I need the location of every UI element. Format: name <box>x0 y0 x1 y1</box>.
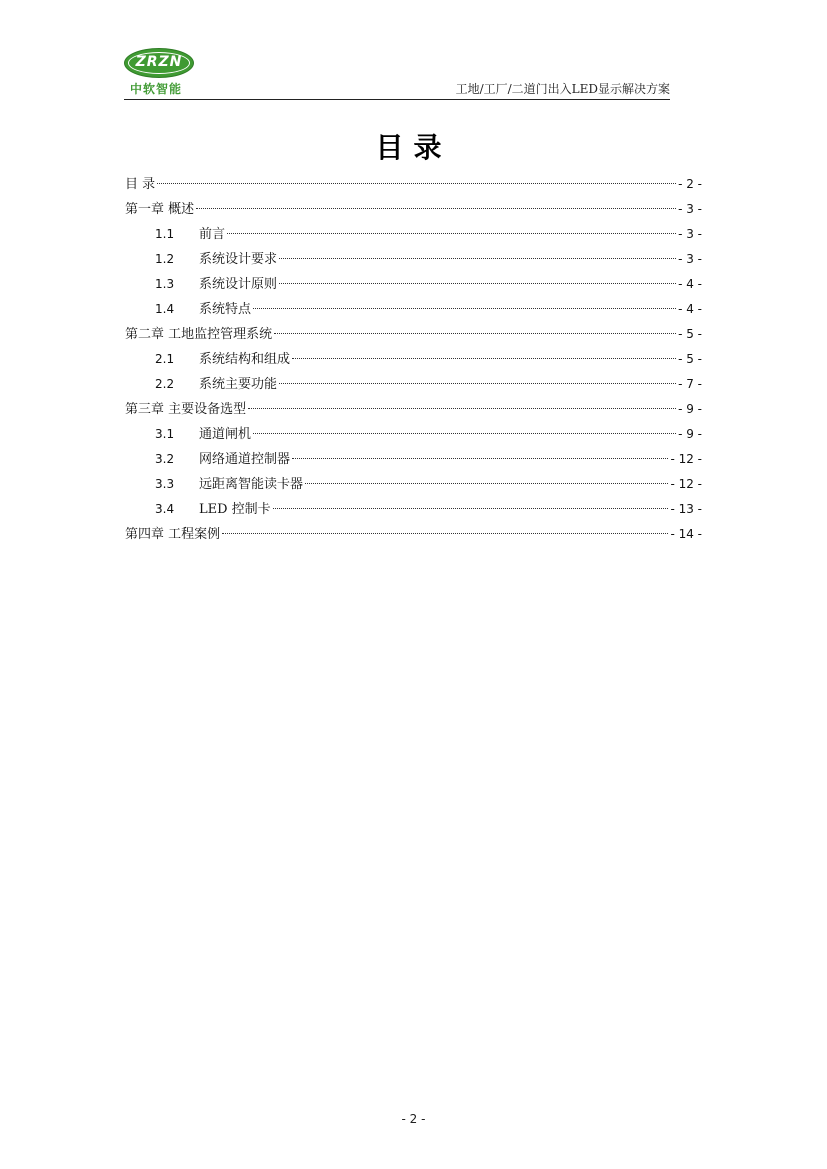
toc-entry-number: 3.3 <box>155 477 175 491</box>
header-divider <box>124 99 670 100</box>
toc-entry-number: 1.4 <box>155 302 175 316</box>
page-number: - 2 - <box>401 1112 426 1126</box>
toc-entry-label: 通道闸机 <box>199 427 252 442</box>
toc-entry-1-1[interactable] <box>125 222 702 247</box>
toc-entry-2-2[interactable] <box>125 372 702 397</box>
toc-leader-dots <box>305 483 668 484</box>
company-logo <box>124 48 196 98</box>
toc-entry-number: 3.4 <box>155 502 175 516</box>
toc-entry-number: 3.2 <box>155 452 175 466</box>
toc-entry-page: - 9 - <box>678 402 702 416</box>
toc-entry-chapter-1[interactable] <box>125 197 702 222</box>
toc-entry-chapter-3[interactable] <box>125 397 702 422</box>
toc-entry-1-2[interactable] <box>125 247 702 272</box>
toc-entry-label: 第四章 工程案例 <box>125 527 221 542</box>
toc-entry-label: 第三章 主要设备选型 <box>125 402 247 417</box>
toc-leader-dots <box>292 358 676 359</box>
toc-entry-page: - 2 - <box>678 177 702 191</box>
toc-entry-page: - 14 - <box>670 527 702 541</box>
toc-leader-dots <box>248 408 676 409</box>
toc-entry-page: - 7 - <box>678 377 702 391</box>
toc-entry-label: LED 控制卡 <box>199 502 271 517</box>
toc-leader-dots <box>279 383 676 384</box>
toc-entry-1-3[interactable] <box>125 272 702 297</box>
toc-entry-label: 第二章 工地监控管理系统 <box>125 327 273 342</box>
toc-entry-label: 目 录 <box>125 177 156 192</box>
toc-entry-page: - 3 - <box>678 227 702 241</box>
toc-entry-page: - 3 - <box>678 252 702 266</box>
table-of-contents <box>125 172 702 547</box>
toc-entry-3-3[interactable] <box>125 472 702 497</box>
toc-heading: 目录 <box>375 131 452 164</box>
toc-entry-3-1[interactable] <box>125 422 702 447</box>
toc-entry-3-4[interactable] <box>125 497 702 522</box>
toc-entry-number: 3.1 <box>155 427 175 441</box>
toc-entry-label: 系统结构和组成 <box>199 352 291 367</box>
toc-entry-page: - 4 - <box>678 277 702 291</box>
toc-entry-1-4[interactable] <box>125 297 702 322</box>
toc-entry-number: 2.1 <box>155 352 175 366</box>
toc-entry-page: - 5 - <box>678 327 702 341</box>
toc-entry-label: 系统主要功能 <box>199 377 278 392</box>
toc-entry-2-1[interactable] <box>125 347 702 372</box>
toc-leader-dots <box>273 508 669 509</box>
toc-leader-dots <box>253 308 676 309</box>
toc-entry-chapter-2[interactable] <box>125 322 702 347</box>
toc-leader-dots <box>227 233 676 234</box>
logo-company-name: 中软智能 <box>130 82 183 96</box>
toc-entry-label: 网络通道控制器 <box>199 452 291 467</box>
toc-leader-dots <box>196 208 676 209</box>
toc-entry-label: 远距离智能读卡器 <box>199 477 304 492</box>
toc-entry-label: 系统特点 <box>199 302 252 317</box>
toc-entry-page: - 4 - <box>678 302 702 316</box>
toc-entry-label: 系统设计原则 <box>199 277 278 292</box>
toc-entry-label: 系统设计要求 <box>199 252 278 267</box>
toc-entry-number: 1.2 <box>155 252 175 266</box>
toc-entry-page: - 12 - <box>670 477 702 491</box>
toc-entry-page: - 9 - <box>678 427 702 441</box>
toc-leader-dots <box>157 183 676 184</box>
toc-entry-page: - 3 - <box>678 202 702 216</box>
toc-leader-dots <box>253 433 676 434</box>
toc-leader-dots <box>279 258 676 259</box>
toc-entry-label: 前言 <box>199 227 226 242</box>
toc-leader-dots <box>279 283 676 284</box>
toc-entry-number: 1.1 <box>155 227 175 241</box>
toc-leader-dots <box>222 533 668 534</box>
toc-entry-contents[interactable] <box>125 172 702 197</box>
toc-leader-dots <box>292 458 668 459</box>
logo-mark-text: ZRZN <box>135 54 183 70</box>
toc-entry-3-2[interactable] <box>125 447 702 472</box>
toc-entry-number: 2.2 <box>155 377 175 391</box>
toc-entry-page: - 12 - <box>670 452 702 466</box>
toc-entry-label: 第一章 概述 <box>125 202 195 217</box>
toc-entry-number: 1.3 <box>155 277 175 291</box>
toc-leader-dots <box>274 333 676 334</box>
toc-entry-chapter-4[interactable] <box>125 522 702 547</box>
toc-entry-page: - 5 - <box>678 352 702 366</box>
document-header-title: 工地/工厂/二道门出入LED显示解决方案 <box>455 82 670 96</box>
toc-entry-page: - 13 - <box>670 502 702 516</box>
